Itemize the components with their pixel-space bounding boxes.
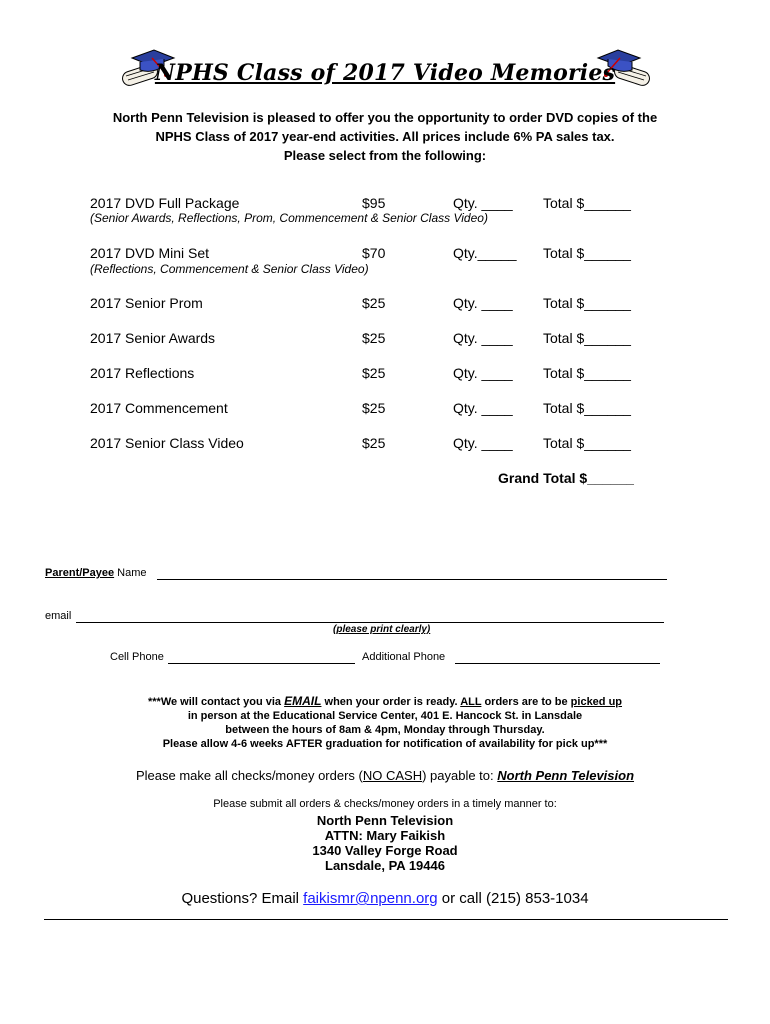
print-clearly-hint: (please print clearly) bbox=[333, 624, 431, 635]
questions-line: Questions? Email faikismr@npenn.org or call (215) 853-1034 bbox=[181, 890, 589, 907]
item-price: $25 bbox=[362, 365, 386, 381]
bottom-divider bbox=[44, 919, 728, 920]
mailing-address bbox=[60, 813, 710, 873]
payment-instructions: Please make all checks/money orders (NO CASH) payable to: North Penn Television bbox=[135, 768, 635, 783]
order-row bbox=[90, 365, 650, 383]
additional-phone-input[interactable] bbox=[455, 663, 660, 664]
order-row bbox=[90, 245, 650, 263]
item-name: 2017 DVD Full Package bbox=[90, 195, 240, 211]
payable-to: North Penn Television bbox=[497, 768, 635, 783]
no-cash-emphasis: NO CASH bbox=[362, 768, 423, 783]
order-row bbox=[90, 400, 650, 418]
total-field[interactable]: Total $______ bbox=[543, 365, 631, 381]
grand-total-field[interactable]: Grand Total $______ bbox=[498, 470, 634, 486]
email-emphasis: EMAIL bbox=[284, 694, 322, 708]
qty-field[interactable]: Qty. ____ bbox=[453, 435, 513, 451]
intro-line: NPHS Class of 2017 year-end activities. All prices include 6% PA sales tax. bbox=[155, 129, 615, 144]
total-field[interactable]: Total $______ bbox=[543, 245, 631, 261]
qty-field[interactable]: Qty. ____ bbox=[453, 400, 513, 416]
item-price: $95 bbox=[362, 195, 386, 211]
item-price: $25 bbox=[362, 435, 386, 451]
qty-field[interactable]: Qty._____ bbox=[453, 245, 517, 261]
total-field[interactable]: Total $______ bbox=[543, 195, 631, 211]
qty-field[interactable]: Qty. ____ bbox=[453, 365, 513, 381]
all-emphasis: ALL bbox=[460, 696, 482, 708]
address-line: North Penn Television bbox=[316, 813, 454, 828]
notice-line: Please allow 4-6 weeks AFTER graduation for notification of availability for pick up*** bbox=[162, 738, 608, 750]
page-title: NPHS Class of 2017 Video Memories bbox=[154, 60, 616, 86]
address-line: 1340 Valley Forge Road bbox=[312, 843, 458, 858]
order-row bbox=[90, 330, 650, 348]
submit-instructions: Please submit all orders & checks/money orders in a timely manner to: bbox=[213, 798, 557, 810]
total-field[interactable]: Total $______ bbox=[543, 295, 631, 311]
notice-line: ***We will contact you via EMAIL when your order is ready. ALL orders are to be picked up bbox=[147, 694, 623, 708]
qty-field[interactable]: Qty. ____ bbox=[453, 195, 513, 211]
qty-field[interactable]: Qty. ____ bbox=[453, 295, 513, 311]
address-line: ATTN: Mary Faikish bbox=[324, 828, 446, 843]
payee-name-input[interactable] bbox=[157, 579, 667, 580]
total-field[interactable]: Total $______ bbox=[543, 435, 631, 451]
intro-line: Please select from the following: bbox=[283, 148, 487, 163]
total-field[interactable]: Total $______ bbox=[543, 330, 631, 346]
payee-label-bold: Parent/Payee bbox=[45, 567, 115, 579]
total-field[interactable]: Total $______ bbox=[543, 400, 631, 416]
notice-line: in person at the Educational Service Center, 401 E. Hancock St. in Lansdale bbox=[187, 710, 583, 722]
cell-phone-label: Cell Phone bbox=[110, 651, 164, 663]
item-detail: (Senior Awards, Reflections, Prom, Commencement & Senior Class Video) bbox=[90, 211, 488, 225]
payee-label-rest: Name bbox=[117, 567, 147, 579]
item-name: 2017 Reflections bbox=[90, 365, 195, 381]
pickup-notice bbox=[80, 694, 690, 751]
item-price: $25 bbox=[362, 330, 386, 346]
item-name: 2017 Senior Awards bbox=[90, 330, 216, 346]
item-detail: (Reflections, Commencement & Senior Class Video) bbox=[90, 262, 369, 276]
contact-email-link[interactable]: faikismr@npenn.org bbox=[303, 890, 438, 907]
item-name: 2017 Senior Class Video bbox=[90, 435, 244, 451]
email-label: email bbox=[45, 610, 72, 622]
qty-field[interactable]: Qty. ____ bbox=[453, 330, 513, 346]
payee-name-label bbox=[45, 567, 147, 579]
order-row bbox=[90, 295, 650, 313]
picked-up-emphasis: picked up bbox=[570, 696, 623, 708]
address-line: Lansdale, PA 19446 bbox=[325, 858, 445, 873]
order-row bbox=[90, 435, 650, 453]
additional-phone-label: Additional Phone bbox=[362, 651, 446, 663]
item-price: $25 bbox=[362, 295, 386, 311]
item-price: $70 bbox=[362, 245, 386, 261]
item-name: 2017 DVD Mini Set bbox=[90, 245, 210, 261]
email-input[interactable] bbox=[76, 622, 664, 623]
notice-line: between the hours of 8am & 4pm, Monday through Thursday. bbox=[225, 724, 545, 736]
intro-text bbox=[60, 108, 710, 165]
item-price: $25 bbox=[362, 400, 386, 416]
item-name: 2017 Senior Prom bbox=[90, 295, 203, 311]
intro-line: North Penn Television is pleased to offer you the opportunity to order DVD copies of the bbox=[112, 110, 658, 125]
cell-phone-input[interactable] bbox=[168, 663, 355, 664]
item-name: 2017 Commencement bbox=[90, 400, 228, 416]
